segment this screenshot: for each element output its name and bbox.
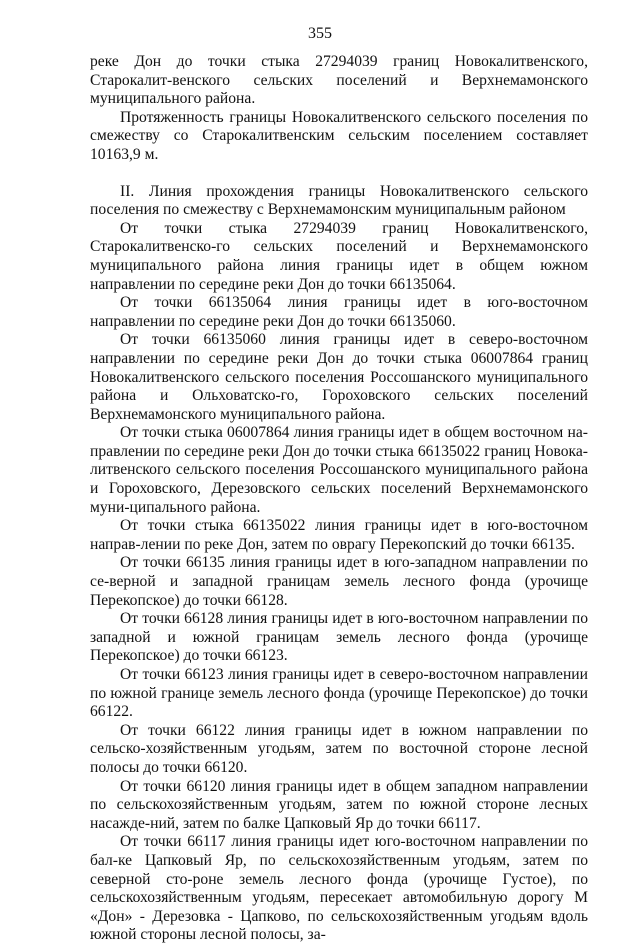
paragraph: От точки 66123 линия границы идет в северо-восточном направлении по южной границе земель лесного фонда (урочище Перекопское) до точки 66122. xyxy=(90,666,588,721)
paragraph: От точки 66120 линия границы идет в общем западном направлении по сельскохозяйственным угодьям, затем по южной стороне лесных насажде-ний, затем по балке Цапковый Яр до точки 66117. xyxy=(90,777,588,832)
page-number: 355 xyxy=(308,25,332,42)
paragraph: От точки 66117 линия границы идет юго-восточном направлении по бал-ке Цапковый Яр, по сельскохозяйственным угодьям, затем по северной сто-роне земель лесного фонда (урочище Густое), по сельскохозяйственным угодьям, пересекает автомобильную дорогу М «Дон» - Дерезовка - Цапково, по сельскохозяйственным угодьям вдоль южной стороны лесной полосы, за- xyxy=(90,833,588,944)
paragraph: От точки 66135 линия границы идет в юго-западном направлении по се-верной и западной границам земель лесного фонда (урочище Перекопское) до точки 66128. xyxy=(90,554,588,609)
paragraph: От точки стыка 27294039 границ Новокалитвенского, Старокалитвенско-го сельских поселений и Верхнемамонского муниципального района линия границы идет в общем южном направлении по середине реки Дон до точки 66135064. xyxy=(90,219,588,293)
paragraph: От точки 66128 линия границы идет в юго-восточном направлении по западной и южной границам земель лесного фонда (урочище Перекопское) до точки 66123. xyxy=(90,610,588,665)
paragraph: Протяженность границы Новокалитвенского сельского поселения по смежеству со Старокалитвенским сельским поселением составляет 10163,9 м. xyxy=(90,108,588,163)
paragraph: От точки стыка 06007864 линия границы идет в общем восточном на-правлении по середине реки Дон до точки стыка 66135022 границ Новока-литвенского сельского поселения Россошанского муниципального района и Гороховского, Дерезовского сельских поселений Верхнемамонского муни-ципального района. xyxy=(90,424,588,516)
paragraph: реке Дон до точки стыка 27294039 границ Новокалитвенского, Старокалит-венского сельских поселений и Верхнемамонского муниципального района. xyxy=(90,53,588,108)
document-body xyxy=(90,53,588,945)
section-heading: II. Линия прохождения границы Новокалитвенского сельского поселения по смежеству с Верхнемамонским муниципальным районом xyxy=(90,182,588,219)
paragraph: От точки 66122 линия границы идет в южном направлении по сельско-хозяйственным угодьям, затем по восточной стороне лесной полосы до точки 66120. xyxy=(90,721,588,776)
paragraph: От точки 66135064 линия границы идет в юго-восточном направлении по середине реки Дон до точки 66135060. xyxy=(90,294,588,330)
paragraph: От точки стыка 66135022 линия границы идет в юго-восточном направ-лении по реке Дон, затем по оврагу Перекопский до точки 66135. xyxy=(90,517,588,553)
paragraph: От точки 66135060 линия границы идет в северо-восточном направлении по середине реки Дон до точки стыка 06007864 границ Новокалитвенского сельского поселения Россошанского муниципального района и Ольховатско-го, Гороховского сельских поселений Верхнемамонского муниципального района. xyxy=(90,331,588,423)
